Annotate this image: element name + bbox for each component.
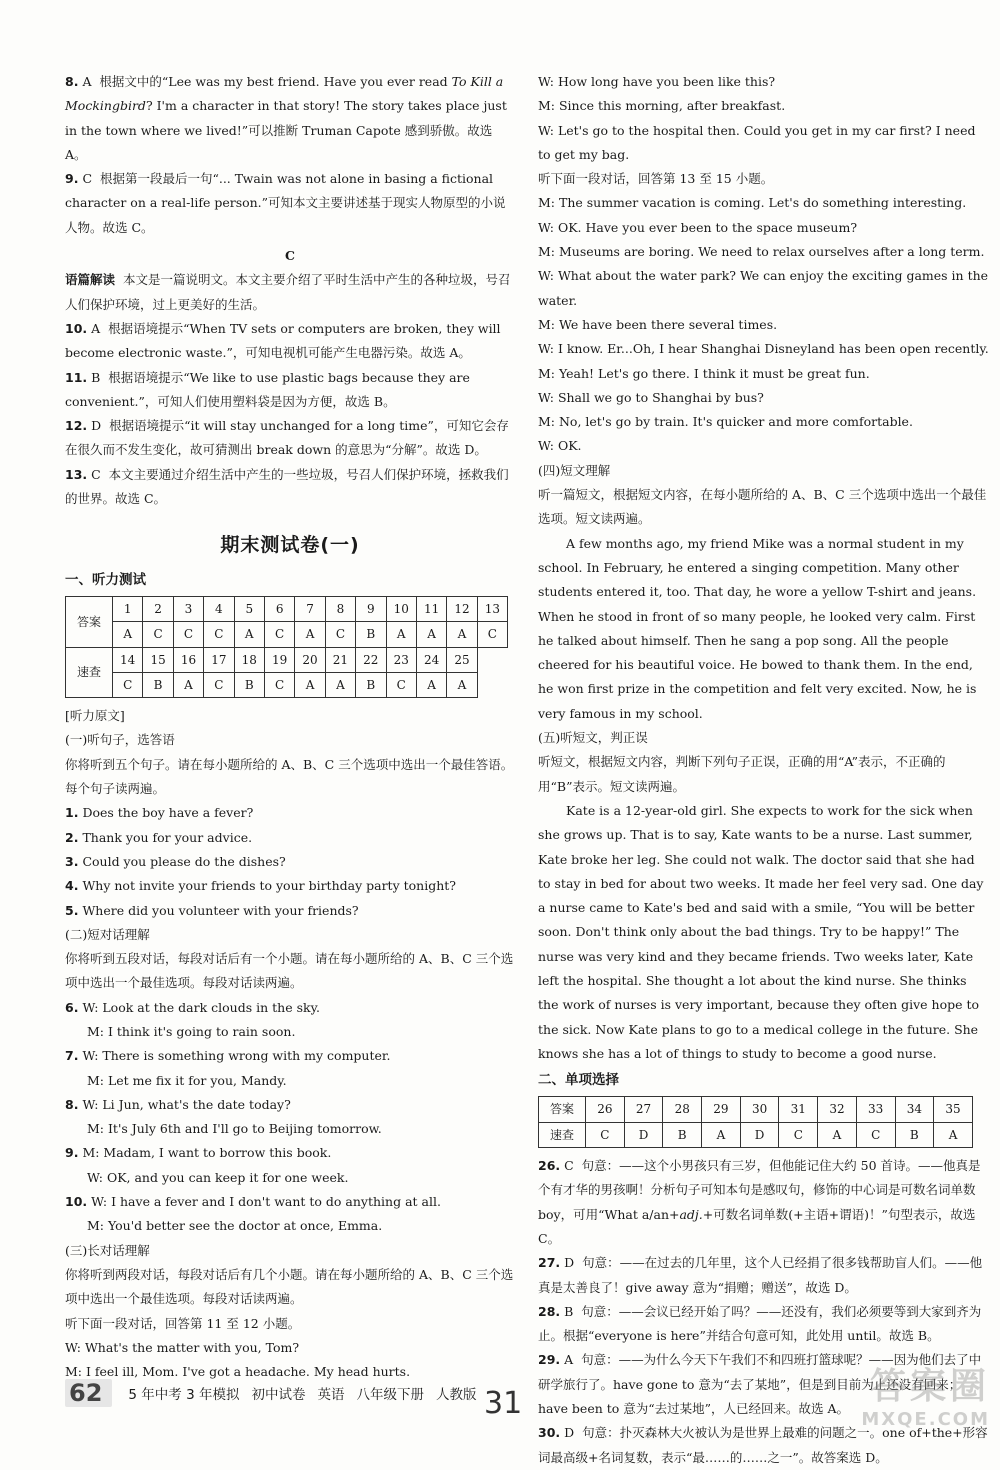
ans-cell: A	[295, 622, 325, 647]
page-number: 62	[65, 1379, 112, 1407]
ans-cell: C	[586, 1122, 625, 1147]
book-type: 初中试卷	[251, 1387, 306, 1403]
ans-cell: B	[895, 1122, 934, 1147]
ans-cell: B	[356, 672, 386, 697]
dialog-line: M: Since this morning, after breakfast.	[538, 98, 786, 114]
dialog-line: M: The summer vacation is coming. Let's do something interesting.	[538, 195, 967, 211]
ans-cell: A	[295, 672, 325, 697]
dialog-line: W: What about the water park? We can enjoy the exciting games in the water.	[538, 268, 989, 308]
num-cell: 1	[113, 596, 143, 621]
ans-cell: C	[264, 672, 294, 697]
ans-cell: A	[447, 672, 477, 697]
ans-cell: A	[702, 1122, 741, 1147]
ans-cell: A	[386, 622, 416, 647]
dialog-line: W: OK. Have you ever been to the space museum?	[538, 219, 858, 235]
num-cell: 11	[416, 596, 446, 621]
listening-answer-table	[65, 596, 508, 698]
ans-cell: C	[779, 1122, 818, 1147]
question-11: 11. B 根据语境提示“We like to use plastic bags because they are convenient.”，可知人们使用塑料袋是因为方便，故选 B。	[65, 369, 470, 409]
question-8: 8. A 根据文中的“Lee was my best friend. Have you ever read To Kill a Mockingbird? I'm a character in that story! The story takes place just in the town where we lived!”可以推断 Truman Capote 感到骄傲。故选 A。	[65, 74, 507, 162]
dialog-line: W: What's the matter with you, Tom?	[65, 1339, 300, 1355]
num-cell: 29	[702, 1097, 741, 1122]
ans-cell: C	[477, 622, 507, 647]
ans-cell: C	[143, 622, 173, 647]
dialog-line: M: Museums are boring. We need to relax ourselves after a long term.	[538, 244, 985, 260]
num-cell: 28	[663, 1097, 702, 1122]
ans-cell: A	[173, 672, 203, 697]
single-choice-title: 二、单项选择	[538, 1072, 619, 1089]
num-cell: 16	[173, 647, 203, 672]
ans-cell: A	[113, 622, 143, 647]
part1-instructions: 你将听到五个句子。请在每小题所给的 A、B、C 三个选项中选出一个最佳答语。每个句子读两遍。	[65, 756, 514, 797]
num-cell: 18	[234, 647, 264, 672]
dialog2-intro: 听下面一段对话，回答第 13 至 15 小题。	[538, 171, 774, 187]
num-cell: 31	[779, 1097, 818, 1122]
num-cell: 24	[416, 647, 446, 672]
ans-cell: C	[113, 672, 143, 697]
ans-cell: A	[325, 672, 355, 697]
answer-label-1: 答案	[66, 596, 113, 647]
ans-cell: B	[234, 672, 264, 697]
part4-passage: A few months ago, my friend Mike was a normal student in my school. In February, he entered a singing competition. Many other students entered it, too. That day, he wore a yellow T-shirt and jeans. When he stood in front of so many people, he looked very calm. First he talked about himself. Then he sang a pop song. All the people cheered for his beautiful voice. He bowed to thank them. In the end, he won first prize in the competition and felt very excited. Now, he is very famous in my school.	[538, 535, 977, 721]
right-column	[538, 70, 990, 1470]
book-grade: 八年级下册	[356, 1387, 424, 1403]
dialog-line: W: How long have you been like this?	[538, 74, 776, 89]
num-cell: 7	[295, 596, 325, 621]
dialog-line: M: No, let's go by train. It's quicker and more comfortable.	[538, 414, 913, 430]
dialog-6: 6. W: Look at the dark clouds in the sky. M: I think it's going to rain soon.	[65, 999, 320, 1039]
dialog-8: 8. W: Li Jun, what's the date today? M: It's July 6th and I'll go to Beijing tomorrow.	[65, 1096, 382, 1137]
num-cell: 8	[325, 596, 355, 621]
num-cell: 34	[895, 1097, 934, 1122]
num-cell: 25	[447, 647, 477, 672]
num-cell: 15	[143, 647, 173, 672]
part4-title: (四)短文理解	[538, 462, 611, 478]
dialog-line: W: OK.	[538, 438, 582, 454]
ans-cell: B	[356, 622, 386, 647]
num-cell: 33	[856, 1097, 895, 1122]
ans-cell: B	[143, 672, 173, 697]
part3-instructions: 你将听到两段对话，每段对话后有几个小题。请在每小题所给的 A、B、C 三个选项中选出一个最佳选项。每段对话读两遍。	[65, 1266, 514, 1307]
question-12: 12. D 根据语境提示“it will stay unchanged for a long time”，可知它会存在很久而不发生变化，故可猜测出 break down 的意思为“分解”。故选 D。	[65, 418, 509, 458]
question-30: 30. D 句意：扑灭森林大火被认为是世界上最难的问题之一。one of+the+形容词最高级+名词复数，表示“最……的……之一”。故答案选 D。	[538, 1425, 988, 1465]
num-cell: 26	[586, 1097, 625, 1122]
question-9: 9. C 根据第一段最后一句“... Twain was not alone in basing a fictional character on a real-life person.”可知本文主要讲述基于现实人物原型的小说人物。故选 C。	[65, 171, 506, 235]
question-10: 10. A 根据语境提示“When TV sets or computers are broken, they will become electronic waste.”，可知电视机可能产生电器污染。故选 A。	[65, 320, 501, 361]
listening-item-3: 3. Could you please do the dishes?	[65, 853, 286, 869]
num-cell: 13	[477, 596, 507, 621]
ans-cell: A	[416, 622, 446, 647]
num-cell: 4	[204, 596, 234, 621]
part5-instructions: 听短文，根据短文内容，判断下列句子正误，正确的用“A”表示，不正确的用“B”表示。短文读两遍。	[538, 754, 946, 794]
ans-cell: C	[264, 622, 294, 647]
ans-cell: B	[663, 1122, 702, 1147]
exam-title: 期末测试卷(一)	[220, 534, 360, 557]
dialog-10: 10. W: I have a fever and I don't want to do anything at all. M: You'd better see the doctor at once, Emma.	[65, 1194, 441, 1234]
num-cell: 23	[386, 647, 416, 672]
watermark-url: MXQE.COM	[861, 1409, 990, 1430]
empty-cell	[477, 672, 507, 697]
dialog-line: W: Let's go to the hospital then. Could you get in my car first? I need to get my bag.	[538, 122, 976, 162]
dialog-line: W: I know. Er...Oh, I hear Shanghai Disneyland has been open recently.	[538, 341, 989, 357]
answer-label-2: 速查	[66, 647, 113, 698]
book-edition: 人教版	[435, 1387, 477, 1403]
ans-cell: C	[204, 622, 234, 647]
listening-section-title: 一、听力测试	[65, 571, 146, 588]
dialog-line: M: I feel ill, Mom. I've got a headache. My head hurts.	[65, 1364, 411, 1380]
listening-item-4: 4. Why not invite your friends to your birthday party tonight?	[65, 878, 456, 894]
book-title: 5 年中考 3 年模拟	[128, 1387, 240, 1403]
num-cell: 12	[447, 596, 477, 621]
book-subject: 英语	[317, 1387, 345, 1403]
passage-analysis: 语篇解读 本文是一篇说明文。本文主要介绍了平时生活中产生的各种垃圾，号召人们保护环境，过上更美好的生活。	[65, 272, 511, 312]
num-cell: 27	[624, 1097, 663, 1122]
question-28: 28. B 句意：——会议已经开始了吗？——还没有，我们必须要等到大家到齐为止。根据“everyone is here”并结合句意可知，此处用 until。故选 B。	[538, 1303, 982, 1344]
ans-cell: D	[624, 1122, 663, 1147]
num-cell: 17	[204, 647, 234, 672]
num-cell: 22	[356, 647, 386, 672]
dialog-line: W: Shall we go to Shanghai by bus?	[538, 389, 764, 405]
ans-cell: A	[818, 1122, 857, 1147]
part1-title: (一)听句子，选答语	[65, 732, 175, 748]
dialog-line: M: We have been there several times.	[538, 316, 778, 332]
question-26: 26. C 句意：——这个小男孩只有三岁，但他能记住大约 50 首诗。——他真是个有才华的男孩啊！分析句子可知本句是感叹句，修饰的中心词是可数名词单数 boy，可用“What a/an+adj.+可数名词单数(+主语+谓语)！”句型表示，故选 C。	[538, 1158, 981, 1246]
num-cell: 2	[143, 596, 173, 621]
ans-cell: A	[934, 1122, 973, 1147]
dialog-9: 9. M: Madam, I want to borrow this book. W: OK, and you can keep it for one week.	[65, 1145, 349, 1185]
num-cell: 19	[264, 647, 294, 672]
ans-cell: A	[234, 622, 264, 647]
listening-item-1: 1. Does the boy have a fever?	[65, 805, 254, 821]
ans-cell: C	[173, 622, 203, 647]
question-13: 13. C 本文主要通过介绍生活中产生的一些垃圾，号召人们保护环境，拯救我们的世界。故选 C。	[65, 466, 509, 507]
page-footer	[65, 1376, 488, 1410]
watermark	[861, 1358, 990, 1430]
left-column	[65, 70, 515, 1384]
section-c-heading: C	[285, 248, 295, 264]
num-cell: 5	[234, 596, 264, 621]
part4-instructions: 听一篇短文，根据短文内容，在每小题所给的 A、B、C 三个选项中选出一个最佳选项。短文读两遍。	[538, 487, 987, 527]
question-29: 29. A 句意：——为什么今天下午我们不和四班打篮球呢？——因为他们去了中研学旅行了。have gone to 意为“去了某地”，但是到目前为止还没有回来；have been to 意为“去过某地”，人已经回来。故选 A。	[538, 1352, 982, 1417]
ans-cell: A	[447, 622, 477, 647]
num-cell: 9	[356, 596, 386, 621]
num-cell: 14	[113, 647, 143, 672]
part5-passage: Kate is a 12-year-old girl. She expects to work for the sick when she grows up. That is to say, Kate wants to be a nurse. Last summer, Kate broke her leg. She could not walk. The doctor said that she had to stay in bed for about two weeks. It made her feel very sad. One day a nurse came to Kate's bed and said with a smile, “You will be better soon. Don't think only about the bad things. Try to be happy!” The nurse was very kind and they became friends. Two weeks later, Kate left the hospital. She thought a lot about the kind nurse. She thinks the work of nurses is very important, because they often give hope to the sick. Now Kate plans to go to a medical college in the future. She knows she has a lot of things to study to become a good nurse.	[538, 802, 984, 1061]
listening-item-5: 5. Where did you volunteer with your friends?	[65, 902, 359, 918]
answer-label-1: 答案	[539, 1097, 586, 1122]
part5-title: (五)听短文，判正误	[538, 730, 648, 746]
single-choice-answer-table	[538, 1096, 973, 1148]
part3-intro: 听下面一段对话，回答第 11 至 12 小题。	[65, 1315, 301, 1331]
watermark-logo: 答案圈	[869, 1366, 990, 1407]
ans-cell: C	[325, 622, 355, 647]
empty-cell	[477, 647, 507, 672]
num-cell: 21	[325, 647, 355, 672]
num-cell: 20	[295, 647, 325, 672]
ans-cell: D	[740, 1122, 779, 1147]
num-cell: 10	[386, 596, 416, 621]
part2-instructions: 你将听到五段对话，每段对话后有一个小题。请在每小题所给的 A、B、C 三个选项中选出一个最佳选项。每段对话读两遍。	[65, 951, 514, 991]
num-cell: 3	[173, 596, 203, 621]
part2-title: (二)短对话理解	[65, 926, 150, 942]
answer-label-2: 速查	[539, 1122, 586, 1147]
num-cell: 35	[934, 1097, 973, 1122]
ans-cell: C	[386, 672, 416, 697]
dialog-line: M: Yeah! Let's go there. I think it must be great fun.	[538, 365, 870, 381]
ans-cell: A	[416, 672, 446, 697]
num-cell: 32	[818, 1097, 857, 1122]
ans-cell: C	[856, 1122, 895, 1147]
ans-cell: C	[204, 672, 234, 697]
transcript-heading: [听力原文]	[65, 708, 125, 724]
num-cell: 6	[264, 596, 294, 621]
handwritten-number: 31	[484, 1386, 523, 1421]
part3-title: (三)长对话理解	[65, 1242, 150, 1258]
dialog-7: 7. W: There is something wrong with my computer. M: Let me fix it for you, Mandy.	[65, 1048, 391, 1088]
question-27: 27. D 句意：——在过去的几年里，这个人已经捐了很多钱帮助盲人们。——他真是太善良了！give away 意为“捐赠；赠送”，故选 D。	[538, 1255, 983, 1295]
listening-item-2: 2. Thank you for your advice.	[65, 829, 253, 845]
num-cell: 30	[740, 1097, 779, 1122]
